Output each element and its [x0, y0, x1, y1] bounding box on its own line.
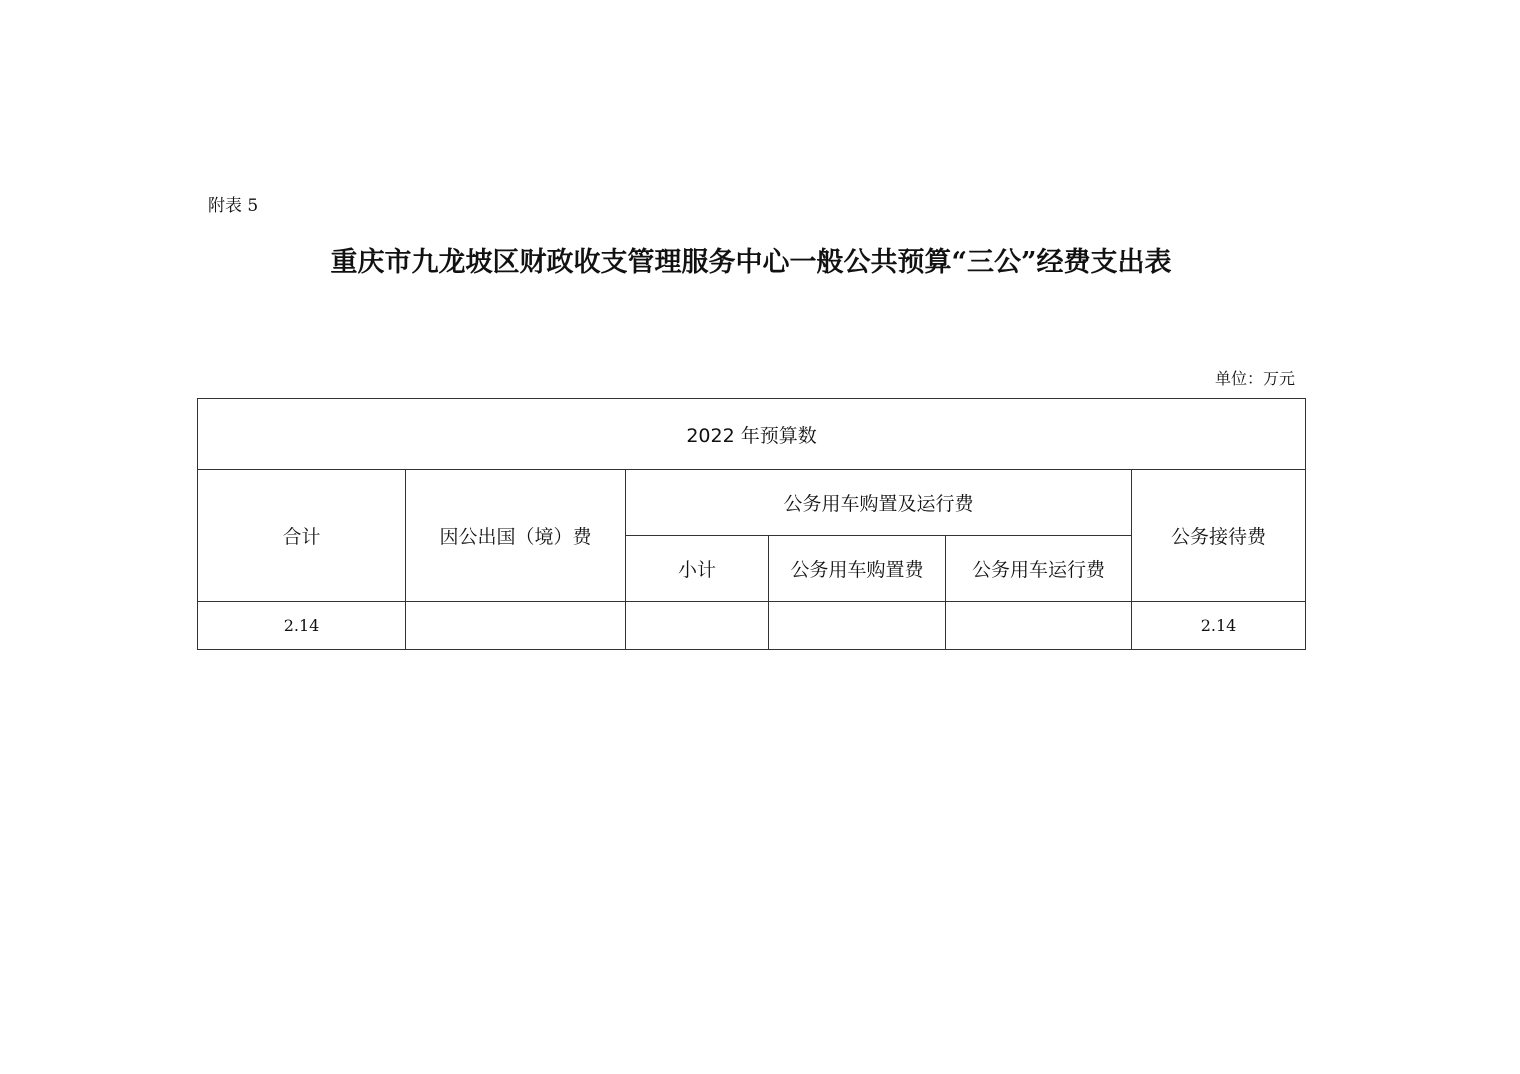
header-vehicle-purchase: 公务用车购置费: [769, 536, 946, 602]
cell-vehicle-subtotal: [626, 602, 769, 650]
header-overseas: 因公出国（境）费: [406, 470, 626, 602]
header-vehicle-group: 公务用车购置及运行费: [626, 470, 1132, 536]
table-row: [198, 602, 1306, 650]
page-title: 重庆市九龙坡区财政收支管理服务中心一般公共预算“三公”经费支出表: [330, 247, 1172, 278]
cell-vehicle-purchase: [769, 602, 946, 650]
cell-total: 2.14: [198, 602, 406, 650]
year-header-cell: 2022 年预算数: [198, 399, 1306, 470]
header-vehicle-subtotal: 小计: [626, 536, 769, 602]
header-vehicle-operation: 公务用车运行费: [946, 536, 1132, 602]
header-total: 合计: [198, 470, 406, 602]
header-reception: 公务接待费: [1132, 470, 1306, 602]
table-header-row-year: [198, 399, 1306, 470]
cell-vehicle-operation: [946, 602, 1132, 650]
table-header-row-main: [198, 470, 1306, 536]
unit-label: 单位：万元: [1214, 369, 1295, 388]
cell-overseas: [406, 602, 626, 650]
cell-reception: 2.14: [1132, 602, 1306, 650]
budget-table: [197, 398, 1306, 650]
annex-label: 附表 5: [208, 196, 259, 216]
